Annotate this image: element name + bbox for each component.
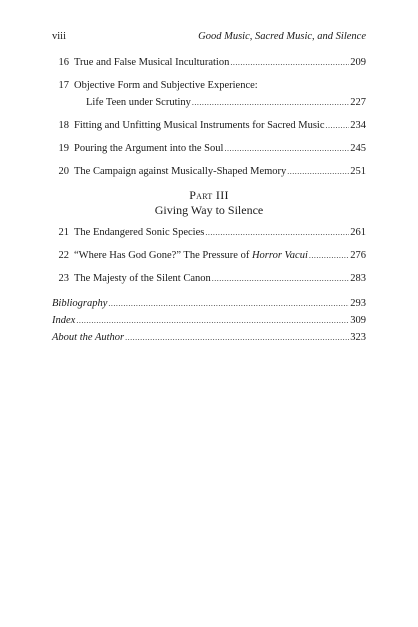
toc-entry-chapter-22[interactable] [52,249,366,263]
toc-entry-chapter-19[interactable] [52,142,366,156]
toc-entry-chapter-20[interactable] [52,165,366,179]
chapter-number: 17 [58,80,69,91]
dot-leader [287,165,349,179]
chapter-page: 251 [350,166,366,177]
chapter-number: 19 [58,143,69,154]
running-head [52,30,366,44]
chapter-number: 21 [58,227,69,238]
chapter-title: Pouring the Argument into the Soul [74,143,224,154]
chapter-title-text: “Where Has God Gone?” The Pressure of [74,250,252,261]
chapter-page: 209 [350,57,366,68]
chapter-page: 283 [350,273,366,284]
chapter-number: 23 [58,273,69,284]
toc-entry-about-the-author[interactable] [52,331,366,345]
end-matter-title: Index [52,315,76,326]
dot-leader [125,331,349,345]
part-label: Part III [189,188,229,202]
toc-entry-chapter-18[interactable] [52,119,366,133]
chapter-number: 18 [58,120,69,131]
dot-leader [192,96,349,110]
chapter-title: The Endangered Sonic Species [74,227,205,238]
chapter-title: Fitting and Unfitting Musical Instruments for Sacred Music [74,120,325,131]
dot-leader [230,56,349,70]
toc-entry-bibliography[interactable] [52,297,366,311]
dot-leader [76,314,349,328]
table-of-contents [52,56,366,348]
end-matter-page: 323 [350,332,366,343]
chapter-title [74,249,308,263]
end-matter [52,297,366,345]
toc-entry-chapter-17-continued[interactable] [52,96,366,110]
toc-entry-chapter-23[interactable] [52,272,366,286]
end-matter-title: Bibliography [52,298,108,309]
part-title: Giving Way to Silence [154,203,264,217]
toc-entry-chapter-21[interactable] [52,226,366,240]
chapter-title-italic: Horror Vacui [251,250,308,261]
chapter-title: The Campaign against Musically-Shaped Memory [74,166,287,177]
chapter-title: The Majesty of the Silent Canon [74,273,211,284]
chapter-title-line-1: Objective Form and Subjective Experience: [74,80,258,91]
part-heading [52,188,366,218]
toc-entry-chapter-17[interactable] [52,79,366,93]
dot-leader [224,142,349,156]
end-matter-page: 309 [350,315,366,326]
end-matter-title: About the Author [52,332,125,343]
dot-leader [309,249,349,263]
chapter-page: 245 [350,143,366,154]
toc-entry-chapter-16[interactable] [52,56,366,70]
chapter-number: 22 [58,250,69,261]
book-title: Good Music, Sacred Music, and Silence [198,31,366,42]
chapter-page: 234 [350,120,366,131]
chapter-page: 261 [350,227,366,238]
end-matter-page: 293 [350,298,366,309]
page-number: viii [52,31,67,42]
dot-leader [108,297,349,311]
dot-leader [205,226,349,240]
dot-leader [326,119,350,133]
chapter-title: True and False Musical Inculturation [74,57,230,68]
chapter-page: 227 [350,97,366,108]
dot-leader [212,272,349,286]
chapter-page: 276 [350,250,366,261]
chapter-number: 20 [58,166,69,177]
chapter-title-line-2: Life Teen under Scrutiny [86,97,191,108]
toc-entry-index[interactable] [52,314,366,328]
chapter-number: 16 [58,57,69,68]
